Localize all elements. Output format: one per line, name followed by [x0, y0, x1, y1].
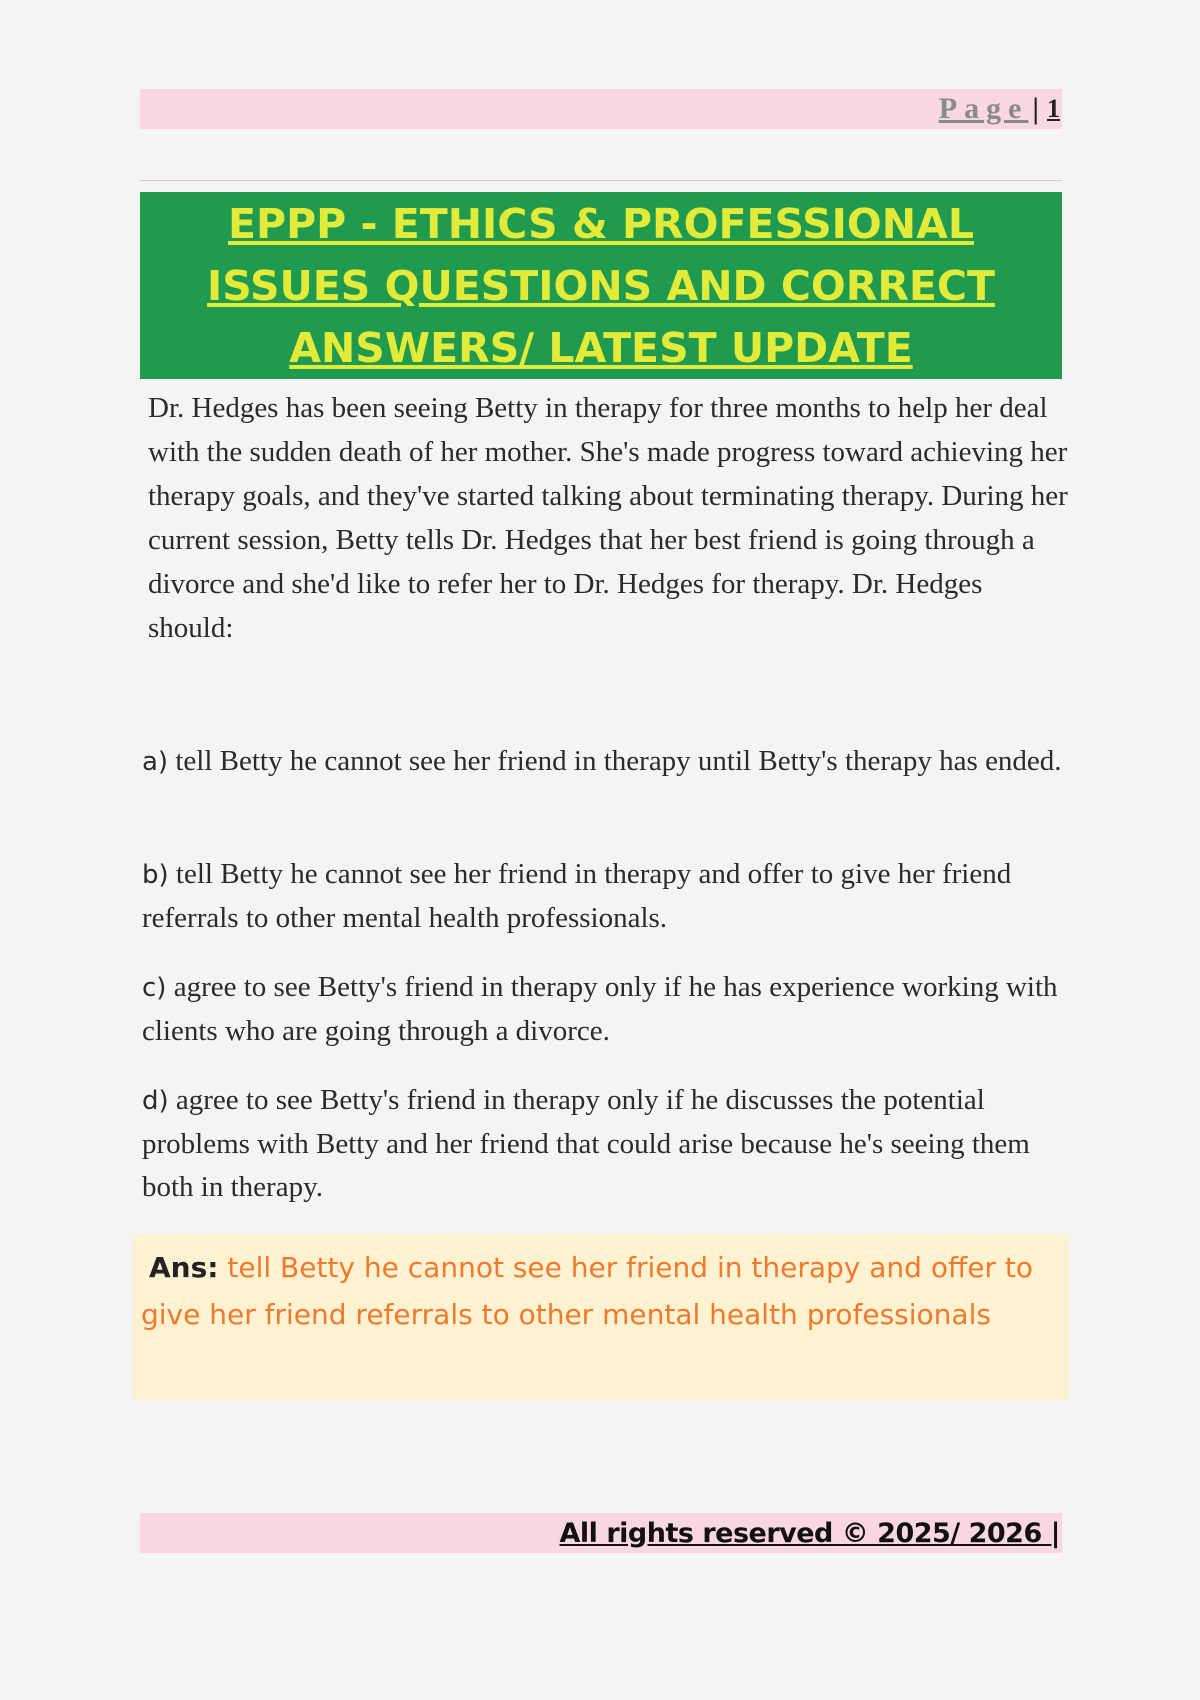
page-label: Page — [938, 92, 1029, 125]
answer-box — [133, 1234, 1069, 1400]
answer-label: Ans: — [149, 1251, 219, 1284]
option-c — [142, 966, 1062, 1053]
header-divider — [140, 180, 1062, 181]
page-title — [151, 193, 1051, 379]
page-number: 1 — [1047, 94, 1060, 123]
option-c-letter: c) — [142, 973, 167, 1003]
title-line-1: EPPP - ETHICS & PROFESSIONAL — [228, 199, 974, 248]
option-b — [142, 853, 1062, 940]
option-d-letter: d) — [142, 1086, 169, 1116]
title-line-3: ANSWERS/ LATEST UPDATE — [289, 323, 913, 372]
question-text: Dr. Hedges has been seeing Betty in therapy for three months to help her deal with the sudden death of her mother. She's made progress toward achieving her therapy goals, and they've started talking about terminating therapy. During her current session, Betty tells Dr. Hedges that her best friend is going through a divorce and she'd like to refer her to Dr. Hedges for therapy. Dr. Hedges should: — [148, 392, 1068, 644]
option-a — [142, 740, 1062, 784]
page-separator: | — [1032, 92, 1039, 125]
option-b-text: tell Betty he cannot see her friend in therapy and offer to give her friend referrals to other mental health professionals. — [142, 858, 1012, 934]
title-banner — [140, 192, 1062, 379]
option-b-letter: b) — [142, 860, 169, 890]
option-a-text: tell Betty he cannot see her friend in therapy until Betty's therapy has ended. — [175, 745, 1062, 777]
option-c-text: agree to see Betty's friend in therapy only if he has experience working with clients who are going through a divorce. — [142, 971, 1058, 1047]
option-d-text: agree to see Betty's friend in therapy only if he discusses the potential problems with Betty and her friend that could arise because he's seeing them both in therapy. — [142, 1084, 1030, 1203]
copyright-text: All rights reserved © 2025/ 2026 | — [559, 1517, 1060, 1549]
answer-paragraph — [141, 1244, 1061, 1338]
page-header — [140, 89, 1062, 129]
answer-text: tell Betty he cannot see her friend in therapy and offer to give her friend referrals to other mental health professionals — [141, 1251, 1033, 1331]
option-d — [142, 1079, 1062, 1209]
title-line-2: ISSUES QUESTIONS AND CORRECT — [207, 261, 995, 310]
page-footer — [140, 1513, 1062, 1553]
option-a-letter: a) — [142, 747, 169, 777]
